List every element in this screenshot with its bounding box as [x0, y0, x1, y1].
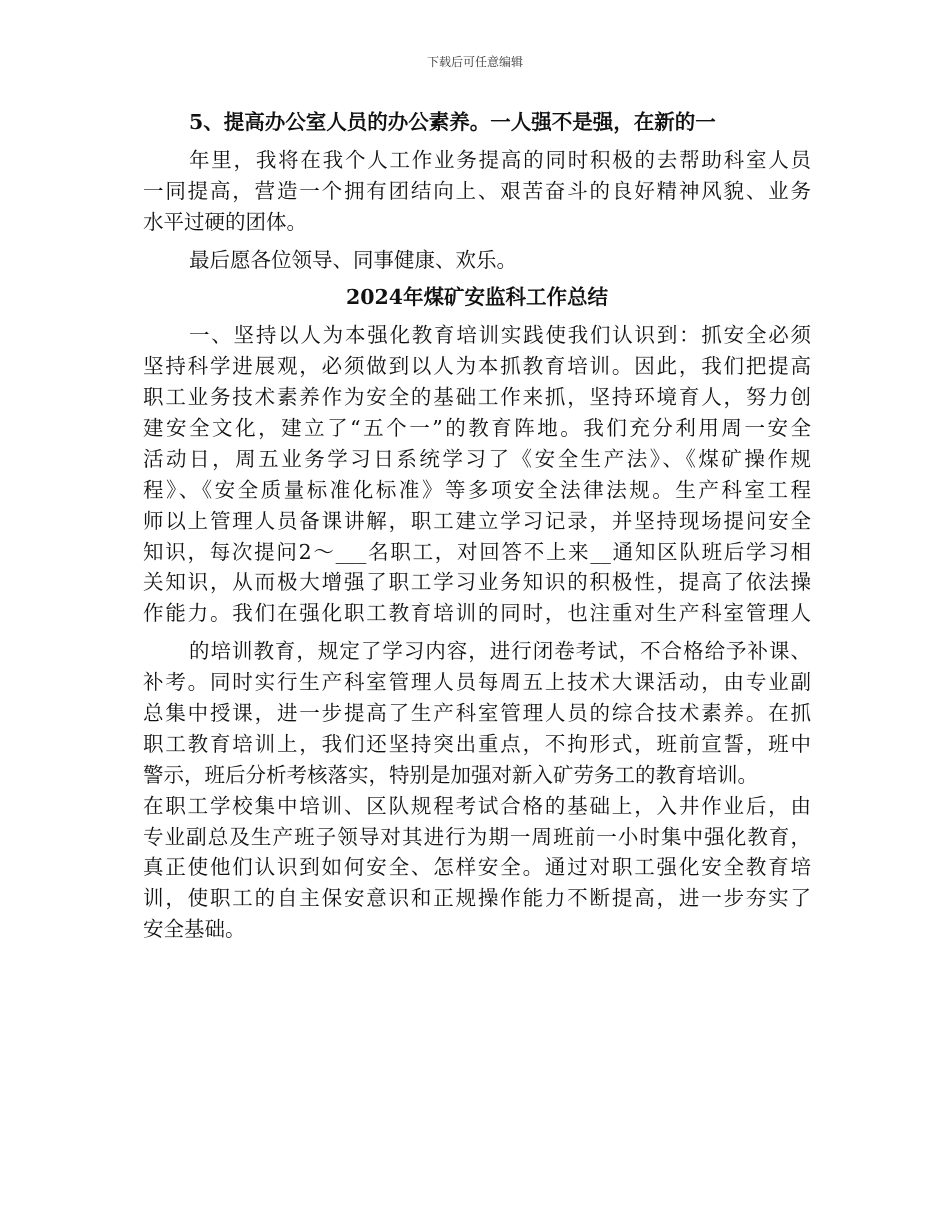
- document-title: 2024年煤矿安监科工作总结: [345, 285, 609, 310]
- document-body: [143, 107, 811, 945]
- body-line: 知识，每次提问2～___名职工，对回答不上来__通知区队班后学习相: [143, 539, 811, 564]
- page-header: 下载后可任意编辑: [426, 55, 523, 69]
- body-line: 一、坚持以人为本强化教育培训实践使我们认识到：抓安全必须: [189, 323, 811, 348]
- body-line: 活动日，周五业务学习日系统学习了《安全生产法》、《煤矿操作规: [143, 446, 811, 471]
- body-line: 总集中授课，进一步提高了生产科室管理人员的综合技术素养。在抓: [143, 701, 811, 726]
- body-line: 职工业务技术素养作为安全的基础工作来抓，坚持环境育人，努力创: [143, 385, 811, 410]
- body-line: 真正使他们认识到如何安全、怎样安全。通过对职工强化安全教育培: [143, 855, 811, 880]
- body-line: 警示，班后分析考核落实，特别是加强对新入矿劳务工的教育培训。: [143, 762, 758, 787]
- body-line: 在职工学校集中培训、区队规程考试合格的基础上，入井作业后，由: [143, 793, 811, 818]
- body-line: 安全基础。: [143, 917, 246, 942]
- body-line: 作能力。我们在强化职工教育培训的同时，也注重对生产科室管理人: [143, 601, 811, 626]
- body-line: 一同提高，营造一个拥有团结向上、艰苦奋斗的良好精神风貌、业务: [143, 178, 811, 203]
- body-line: 专业副总及生产班子领导对其进行为期一周班前一小时集中强化教育，: [143, 824, 811, 849]
- body-line: 程》、《安全质量标准化标准》等多项安全法律法规。生产科室工程: [143, 477, 811, 502]
- body-line: 年里，我将在我个人工作业务提高的同时积极的去帮助科室人员: [189, 147, 811, 172]
- body-line: 的培训教育，规定了学习内容，进行闭卷考试，不合格给予补课、: [189, 639, 811, 664]
- section-heading: 5、提高办公室人员的办公素养。一人强不是强，在新的一: [189, 110, 716, 134]
- body-line: 职工教育培训上，我们还坚持突出重点，不拘形式，班前宣誓，班中: [143, 731, 811, 756]
- body-line: 水平过硬的团体。: [143, 209, 307, 234]
- body-line: 关知识，从而极大增强了职工学习业务知识的积极性，提高了依法操: [143, 570, 811, 595]
- body-line: 师以上管理人员备课讲解，职工建立学习记录，并坚持现场提问安全: [143, 508, 811, 533]
- body-line: 训，使职工的自主保安意识和正规操作能力不断提高，进一步夯实了: [143, 886, 811, 911]
- closing-line: 最后愿各位领导、同事健康、欢乐。: [189, 247, 517, 272]
- body-line: 建安全文化，建立了“五个一”的教育阵地。我们充分利用周一安全: [143, 416, 811, 441]
- body-line: 补考。同时实行生产科室管理人员每周五上技术大课活动，由专业副: [143, 670, 811, 695]
- body-line: 坚持科学进展观，必须做到以人为本抓教育培训。因此，我们把提高: [143, 354, 811, 379]
